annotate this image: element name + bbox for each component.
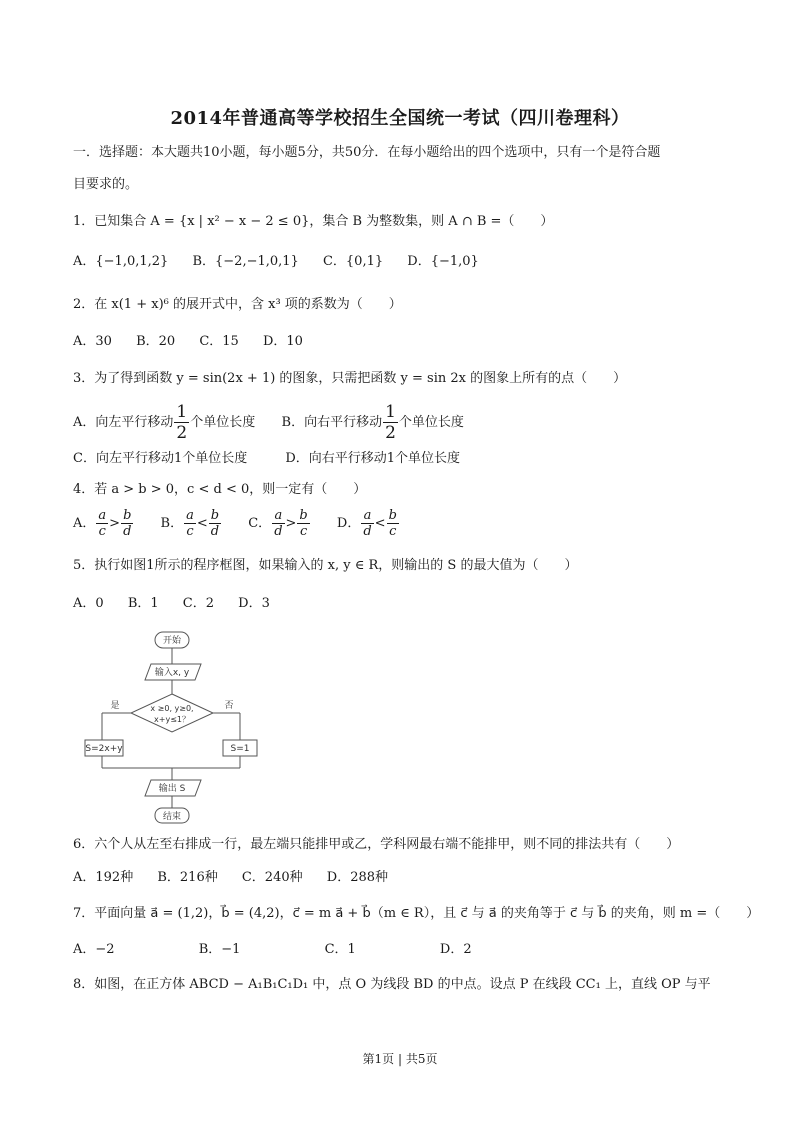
fraction bbox=[361, 508, 373, 539]
q4-option-b[interactable] bbox=[160, 508, 227, 539]
fraction-denominator: d bbox=[274, 524, 283, 539]
fraction-numerator: b bbox=[299, 508, 308, 523]
flowchart-left-box-label: S=2x+y bbox=[85, 744, 123, 754]
question-3-stem: 3．为了得到函数 y = sin(2x + 1) 的图象，只需把函数 y = sin 2x 的图象上所有的点（ ） bbox=[73, 371, 627, 386]
fraction bbox=[272, 508, 284, 539]
fraction-denominator: d bbox=[363, 524, 372, 539]
fraction bbox=[96, 508, 108, 539]
q6-option-b[interactable]: B．216种 bbox=[157, 870, 218, 885]
q1-option-c[interactable]: C．{0,1} bbox=[322, 254, 384, 269]
q1-option-b[interactable]: B．{−2,−1,0,1} bbox=[192, 254, 299, 269]
q2-option-a[interactable]: A．30 bbox=[73, 334, 112, 349]
q2-option-b[interactable]: B．20 bbox=[136, 334, 176, 349]
question-4-options bbox=[73, 507, 400, 541]
q2-option-c[interactable]: C．15 bbox=[199, 334, 239, 349]
q1-option-a[interactable]: A．{−1,0,1,2} bbox=[73, 254, 169, 269]
fraction bbox=[297, 508, 309, 539]
q3-option-b-unit: 个单位长度 bbox=[398, 415, 464, 430]
flowchart-condition-line2: x+y≤1？ bbox=[154, 715, 190, 724]
question-5-options bbox=[73, 595, 290, 613]
flowchart-figure bbox=[73, 628, 283, 826]
q7-option-a[interactable]: A．−2 bbox=[73, 942, 115, 957]
q7-option-c[interactable]: C．1 bbox=[324, 942, 356, 957]
q3-option-b-text: B．向右平行移动 bbox=[281, 415, 383, 430]
option-label: B． bbox=[160, 516, 184, 531]
fraction-denominator: d bbox=[210, 524, 220, 539]
flowchart-right-box-label: S=1 bbox=[230, 744, 250, 754]
option-label: A． bbox=[73, 516, 96, 531]
q5-option-d[interactable]: D．3 bbox=[238, 596, 270, 611]
question-3-options-ab bbox=[73, 402, 464, 443]
fraction-denominator: c bbox=[98, 524, 106, 539]
fraction-numerator: 1 bbox=[385, 402, 396, 422]
flowchart-input-label: 输入x, y bbox=[154, 668, 190, 678]
q3-option-c[interactable]: C．向左平行移动1个单位长度 bbox=[73, 451, 248, 466]
q6-option-a[interactable]: A．192种 bbox=[73, 870, 134, 885]
q3-option-a[interactable] bbox=[73, 402, 259, 443]
q1-option-d[interactable]: D．{−1,0} bbox=[407, 254, 479, 269]
flowchart-yes-label: 是 bbox=[110, 701, 120, 711]
relation-sign: > bbox=[285, 516, 297, 531]
fraction-denominator: c bbox=[389, 524, 397, 539]
q5-option-b[interactable]: B．1 bbox=[127, 596, 159, 611]
flowchart-end-label: 结束 bbox=[162, 812, 182, 822]
flowchart-no-label: 否 bbox=[224, 701, 234, 711]
fraction-numerator: a bbox=[361, 508, 373, 524]
fraction-numerator: b bbox=[210, 508, 220, 523]
fraction-denominator: d bbox=[123, 524, 132, 539]
question-6-stem: 6．六个人从左至右排成一行，最左端只能排甲或乙，学科网最右端不能排甲，则不同的排法共有（ ） bbox=[73, 837, 680, 852]
page-footer: 第1页 | 共5页 bbox=[362, 1052, 438, 1066]
flowchart-condition-line1: x ≥0, y≥0, bbox=[150, 704, 194, 713]
fraction-numerator: 1 bbox=[176, 402, 188, 422]
fraction bbox=[387, 508, 399, 539]
relation-sign: < bbox=[196, 516, 208, 531]
question-2-options bbox=[73, 333, 323, 351]
fraction-numerator: a bbox=[186, 508, 194, 523]
fraction-denominator: 2 bbox=[176, 423, 188, 443]
question-6-options bbox=[73, 869, 408, 887]
page-title: 2014年普通高等学校招生全国统一考试（四川卷理科） bbox=[170, 108, 630, 129]
question-2-stem: 2．在 x(1 + x)⁶ 的展开式中，含 x³ 项的系数为（ ） bbox=[73, 297, 402, 312]
q2-option-d[interactable]: D．10 bbox=[262, 334, 303, 349]
flowchart-condition-node bbox=[131, 694, 213, 732]
question-3-options-cd bbox=[73, 450, 480, 468]
q7-option-b[interactable]: B．−1 bbox=[198, 942, 241, 957]
question-5-stem: 5．执行如图1所示的程序框图，如果输入的 x, y ∈ R，则输出的 S 的最大值为（ ） bbox=[73, 558, 578, 573]
q5-option-a[interactable]: A．0 bbox=[73, 596, 104, 611]
fraction bbox=[209, 508, 221, 539]
question-7-options bbox=[73, 941, 492, 959]
flowchart-output-label: 输出 S bbox=[158, 784, 186, 794]
q4-option-d[interactable] bbox=[336, 508, 400, 539]
section-heading-line1: 一．选择题：本大题共10小题，每小题5分，共50分．在每小题给出的四个选项中，只有一个是符合题 bbox=[73, 145, 661, 160]
relation-sign: < bbox=[374, 516, 386, 531]
question-7-stem: 7．平面向量 a⃗ = (1,2)，b⃗ = (4,2)，c⃗ = m a⃗ + b⃗（m ∈ R），且 c⃗ 与 a⃗ 的夹角等于 c⃗ 与 b⃗ 的夹角，则 m =（ ） bbox=[73, 906, 760, 921]
q3-option-a-text: A．向左平行移动 bbox=[73, 415, 174, 430]
question-8-stem: 8．如图，在正方体 ABCD − A₁B₁C₁D₁ 中，点 O 为线段 BD 的中点。设点 P 在线段 CC₁ 上，直线 OP 与平 bbox=[73, 977, 711, 992]
fraction-denominator: 2 bbox=[385, 423, 396, 443]
fraction-numerator: b bbox=[388, 508, 397, 523]
q3-option-b-fraction bbox=[383, 402, 398, 443]
fraction-denominator: c bbox=[186, 524, 194, 539]
option-label: C． bbox=[248, 516, 272, 531]
section-heading-line2: 目要求的。 bbox=[73, 177, 139, 192]
q3-option-b[interactable] bbox=[281, 402, 464, 443]
q3-option-a-fraction bbox=[174, 402, 189, 443]
question-1-options bbox=[73, 253, 499, 271]
q7-option-d[interactable]: D．2 bbox=[439, 942, 472, 957]
q4-option-c[interactable] bbox=[248, 508, 315, 539]
fraction-numerator: a bbox=[272, 508, 284, 524]
fraction bbox=[184, 508, 196, 539]
question-1-stem: 1．已知集合 A = {x | x² − x − 2 ≤ 0}，集合 B 为整数集，则 A ∩ B =（ ） bbox=[73, 214, 554, 229]
relation-sign: > bbox=[109, 516, 121, 531]
q6-option-c[interactable]: C．240种 bbox=[241, 870, 303, 885]
q3-option-d[interactable]: D．向右平行移动1个单位长度 bbox=[285, 451, 461, 466]
fraction-numerator: a bbox=[98, 508, 107, 523]
fraction-denominator: c bbox=[299, 524, 308, 539]
fraction bbox=[121, 508, 133, 539]
fraction-numerator: b bbox=[123, 508, 132, 523]
q4-option-a[interactable] bbox=[73, 508, 139, 539]
q5-option-c[interactable]: C．2 bbox=[182, 596, 214, 611]
q6-option-d[interactable]: D．288种 bbox=[326, 870, 389, 885]
question-4-stem: 4．若 a > b > 0，c < d < 0，则一定有（ ） bbox=[73, 482, 367, 497]
flowchart-start-label: 开始 bbox=[162, 636, 182, 646]
option-label: D． bbox=[336, 516, 361, 531]
q3-option-a-unit: 个单位长度 bbox=[190, 415, 256, 430]
